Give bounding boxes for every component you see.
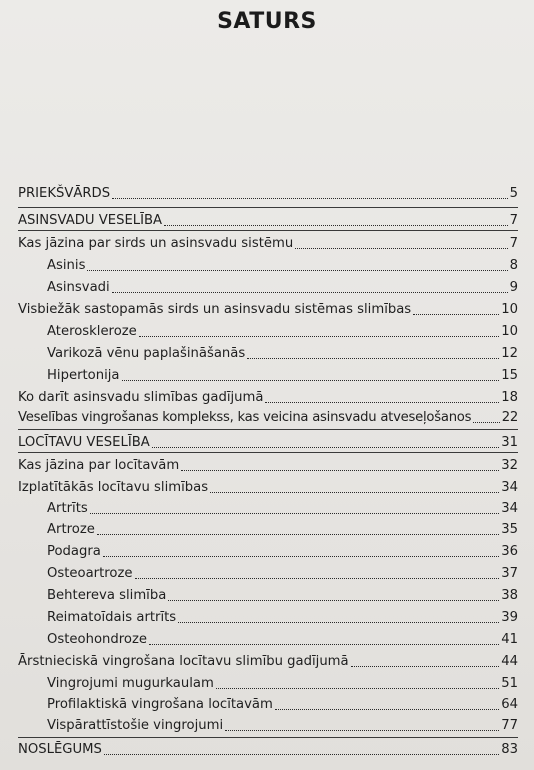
dot-leader [181,469,499,471]
dot-leader [112,197,508,199]
dot-leader [112,291,508,293]
dot-leader [164,224,508,226]
toc-entry-page: 15 [501,368,518,383]
toc-entry[interactable] [18,211,518,231]
dot-leader [87,269,507,271]
toc-entry[interactable] [18,433,518,453]
toc-entry-page: 8 [509,258,518,273]
toc-entry-label: Ko darīt asinsvadu slimības gadījumā [18,390,264,405]
toc-subentry[interactable] [47,542,518,562]
toc-entry-label: Reimatoīdais artrīts [47,610,177,625]
dot-leader [139,335,499,337]
toc-entry[interactable] [18,408,518,428]
toc-entry[interactable] [18,456,518,476]
dot-leader [351,665,500,667]
toc-entry-label: Profilaktiskā vingrošana locītavām [47,697,273,712]
dot-leader [97,533,499,535]
toc-entry-page: 41 [501,632,518,647]
toc-entry-page: 10 [501,324,518,339]
page-title: SATURS [217,9,317,34]
dot-leader [413,313,499,315]
dot-leader [210,491,499,493]
toc-entry-label: PRIEKŠVĀRDS [18,186,111,201]
toc-entry-page: 39 [501,610,518,625]
toc-entry-page: 51 [501,676,518,691]
toc-entry-label: Visbiežāk sastopamās sirds un asinsvadu sistēmas slimības [18,302,412,317]
toc-entry-label: Ārstnieciskā vingrošana locītavu slimību gadījumā [18,654,349,669]
toc-subentry[interactable] [47,499,518,519]
dot-leader [275,708,499,710]
toc-subentry[interactable] [47,716,518,736]
toc-entry-label: Artrīts [47,501,88,516]
toc-entry-page: 64 [501,697,518,712]
toc-subentry[interactable] [47,278,518,298]
section-divider [18,429,518,430]
toc-entry[interactable] [18,300,518,320]
toc-entry-label: Behtereva slimība [47,588,167,603]
toc-entry[interactable] [18,652,518,672]
toc-entry-page: 34 [501,501,518,516]
toc-entry-page: 37 [501,566,518,581]
toc-entry-label: Artroze [47,522,95,537]
toc-entry-label: Veselības vingrošanas komplekss, kas veicina asinsvadu atveseļošanos [18,410,472,425]
toc-subentry[interactable] [47,608,518,628]
toc-subentry[interactable] [47,322,518,342]
toc-entry-page: 22 [501,410,518,425]
toc-entry-label: Kas jāzina par locītavām [18,458,180,473]
toc-entry[interactable] [18,478,518,498]
toc-subentry[interactable] [47,366,518,386]
section-divider [18,737,518,738]
toc-entry[interactable] [18,234,518,254]
toc-subentry[interactable] [47,256,518,276]
dot-leader [103,555,499,557]
toc-subentry[interactable] [47,520,518,540]
toc-entry-page: 12 [501,346,518,361]
toc-entry-label: Varikozā vēnu paplašināšanās [47,346,246,361]
toc-entry-page: 9 [509,280,518,295]
toc-entry-label: Podagra [47,544,101,559]
dot-leader [168,599,499,601]
toc-subentry[interactable] [47,586,518,606]
toc-entry-label: Asinsvadi [47,280,110,295]
toc-entry-page: 36 [501,544,518,559]
toc-entry-page: 83 [501,742,518,757]
dot-leader [265,401,499,403]
dot-leader [152,446,499,448]
toc-entry-page: 7 [509,213,518,228]
toc-entry-page: 32 [501,458,518,473]
toc-entry-page: 31 [501,435,518,450]
toc-entry-page: 7 [509,236,518,251]
toc-entry-label: Vingrojumi mugurkaulam [47,676,214,691]
toc-entry-label: Osteoartroze [47,566,133,581]
toc-entry-page: 5 [509,186,518,201]
toc-entry-label: Osteohondroze [47,632,147,647]
toc-entry-label: Hipertonija [47,368,120,383]
toc-entry-label: Vispārattīstošie vingrojumi [47,718,224,733]
toc-entry-page: 77 [501,718,518,733]
toc-entry-page: 34 [501,480,518,495]
toc-subentry[interactable] [47,344,518,364]
toc-entry-label: NOSLĒGUMS [18,742,102,757]
dot-leader [225,729,499,731]
toc-entry-label: Asinis [47,258,86,273]
dot-leader [104,753,499,755]
toc-entry-label: Kas jāzina par sirds un asinsvadu sistēmu [18,236,294,251]
dot-leader [135,577,500,579]
toc-entry-label: ASINSVADU VESELĪBA [18,213,163,228]
dot-leader [122,379,500,381]
toc-entry-page: 10 [501,302,518,317]
toc-entry-label: LOCĪTAVU VESELĪBA [18,435,150,450]
toc-subentry[interactable] [47,564,518,584]
toc-entry-label: Izplatītākās locītavu slimības [18,480,209,495]
toc-entry-page: 38 [501,588,518,603]
dot-leader [247,357,499,359]
toc-entry-label: Ateroskleroze [47,324,137,339]
toc-entry[interactable] [18,184,518,204]
toc-entry-page: 44 [501,654,518,669]
toc-entry-page: 18 [501,390,518,405]
dot-leader [473,421,499,423]
dot-leader [216,687,499,689]
toc-entry[interactable] [18,388,518,408]
section-divider [18,207,518,208]
dot-leader [90,512,499,514]
toc-subentry[interactable] [47,695,518,715]
dot-leader [178,621,499,623]
toc-entry[interactable] [18,740,518,760]
toc-subentry[interactable] [47,674,518,694]
toc-subentry[interactable] [47,630,518,650]
dot-leader [149,643,499,645]
toc-entry-page: 35 [501,522,518,537]
dot-leader [295,247,507,249]
